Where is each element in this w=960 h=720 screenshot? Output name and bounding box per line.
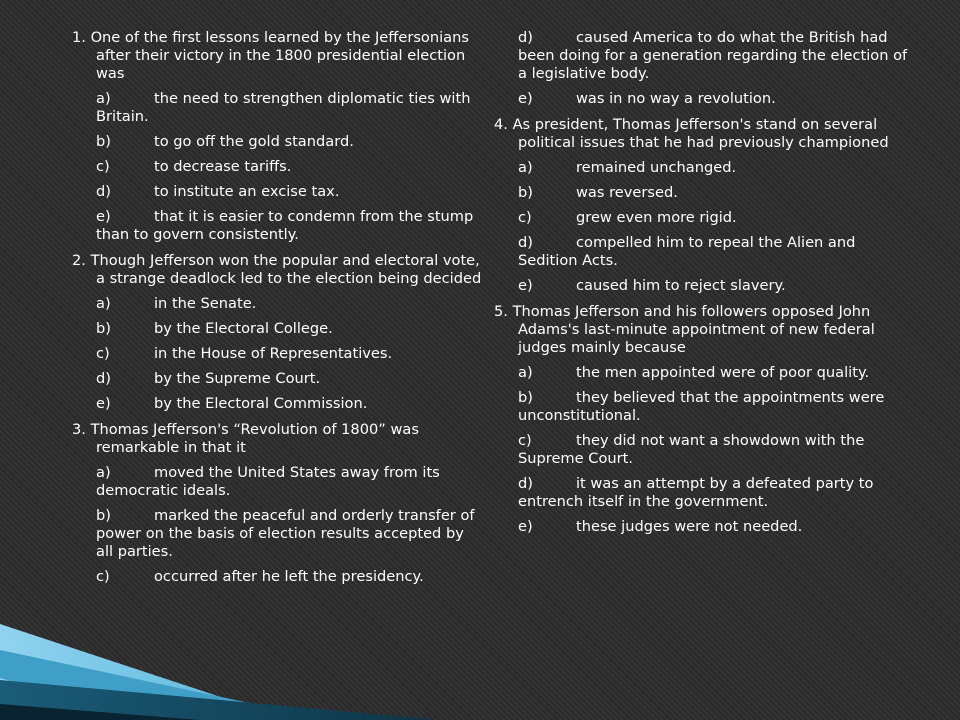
option-text: caused him to reject slavery. <box>576 277 786 294</box>
answer-option <box>72 568 482 586</box>
question-block <box>494 29 914 108</box>
answer-option <box>494 29 914 83</box>
option-text: to institute an excise tax. <box>154 183 340 200</box>
question-stem: 5. Thomas Jefferson and his followers opposed John Adams's last-minute appointment of new federal judges mainly because <box>494 303 875 356</box>
option-letter: e) <box>96 208 111 225</box>
option-text: the need to strengthen diplomatic ties with Britain. <box>96 90 471 125</box>
answer-option <box>494 209 914 227</box>
option-text: remained unchanged. <box>576 159 737 176</box>
answer-option <box>72 158 482 176</box>
option-text: to decrease tariffs. <box>154 158 292 175</box>
question-stem: 1. One of the first lessons learned by the Jeffersonians after their victory in the 1800 presidential election was <box>72 29 469 82</box>
question-block <box>494 303 914 536</box>
answer-option <box>72 345 482 363</box>
option-letter: e) <box>96 395 111 412</box>
option-letter: d) <box>96 370 111 387</box>
option-letter: e) <box>518 518 533 535</box>
option-letter: e) <box>518 277 533 294</box>
option-text: in the Senate. <box>154 295 257 312</box>
option-text: they did not want a showdown with the Supreme Court. <box>518 432 865 467</box>
answer-option <box>494 159 914 177</box>
option-letter: d) <box>96 183 111 200</box>
answer-option <box>494 184 914 202</box>
left-column <box>72 29 482 594</box>
answer-option <box>72 464 482 500</box>
option-letter: a) <box>96 464 111 481</box>
option-letter: c) <box>518 209 532 226</box>
option-letter: b) <box>96 133 111 150</box>
option-letter: e) <box>518 90 533 107</box>
answer-option <box>494 518 914 536</box>
option-letter: a) <box>96 295 111 312</box>
option-text: they believed that the appointments were unconstitutional. <box>518 389 885 424</box>
option-letter: c) <box>96 568 110 585</box>
answer-option <box>494 234 914 270</box>
question-block <box>72 29 482 244</box>
option-text: by the Electoral College. <box>154 320 333 337</box>
answer-option <box>72 208 482 244</box>
question-block <box>494 116 914 295</box>
question-block <box>72 252 482 413</box>
option-letter: c) <box>518 432 532 449</box>
option-letter: d) <box>518 234 533 251</box>
question-stem: 4. As president, Thomas Jefferson's stand on several political issues that he had previously championed <box>494 116 889 151</box>
answer-option <box>72 183 482 201</box>
option-letter: d) <box>518 29 533 46</box>
answer-option <box>494 277 914 295</box>
option-text: was reversed. <box>576 184 678 201</box>
option-letter: b) <box>96 507 111 524</box>
answer-option <box>72 507 482 561</box>
option-text: compelled him to repeal the Alien and Sedition Acts. <box>518 234 856 269</box>
option-letter: d) <box>518 475 533 492</box>
option-text: the men appointed were of poor quality. <box>576 364 870 381</box>
option-text: was in no way a revolution. <box>576 90 776 107</box>
right-column <box>494 29 914 544</box>
option-text: these judges were not needed. <box>576 518 803 535</box>
option-text: by the Supreme Court. <box>154 370 321 387</box>
answer-option <box>72 90 482 126</box>
option-text: caused America to do what the British had been doing for a generation regarding the election of a legislative body. <box>518 29 908 82</box>
corner-swoosh-decoration <box>0 608 440 720</box>
answer-option <box>72 320 482 338</box>
option-text: it was an attempt by a defeated party to entrench itself in the government. <box>518 475 874 510</box>
option-letter: a) <box>518 364 533 381</box>
answer-option <box>72 133 482 151</box>
option-letter: c) <box>96 158 110 175</box>
answer-option <box>72 395 482 413</box>
answer-option <box>72 370 482 388</box>
option-letter: a) <box>518 159 533 176</box>
option-letter: b) <box>96 320 111 337</box>
answer-option <box>494 389 914 425</box>
option-text: marked the peaceful and orderly transfer of power on the basis of election results accepted by all parties. <box>96 507 475 560</box>
option-text: by the Electoral Commission. <box>154 395 368 412</box>
answer-option <box>72 295 482 313</box>
option-letter: a) <box>96 90 111 107</box>
option-letter: c) <box>96 345 110 362</box>
question-stem: 3. Thomas Jefferson's “Revolution of 1800” was remarkable in that it <box>72 421 419 456</box>
option-text: in the House of Representatives. <box>154 345 393 362</box>
option-text: that it is easier to condemn from the stump than to govern consistently. <box>96 208 474 243</box>
option-text: grew even more rigid. <box>576 209 737 226</box>
question-block <box>72 421 482 586</box>
option-letter: b) <box>518 389 533 406</box>
option-letter: b) <box>518 184 533 201</box>
answer-option <box>494 475 914 511</box>
question-stem: 2. Though Jefferson won the popular and electoral vote, a strange deadlock led to the election being decided <box>72 252 482 287</box>
answer-option <box>494 90 914 108</box>
option-text: occurred after he left the presidency. <box>154 568 424 585</box>
option-text: moved the United States away from its democratic ideals. <box>96 464 440 499</box>
answer-option <box>494 432 914 468</box>
option-text: to go off the gold standard. <box>154 133 354 150</box>
answer-option <box>494 364 914 382</box>
